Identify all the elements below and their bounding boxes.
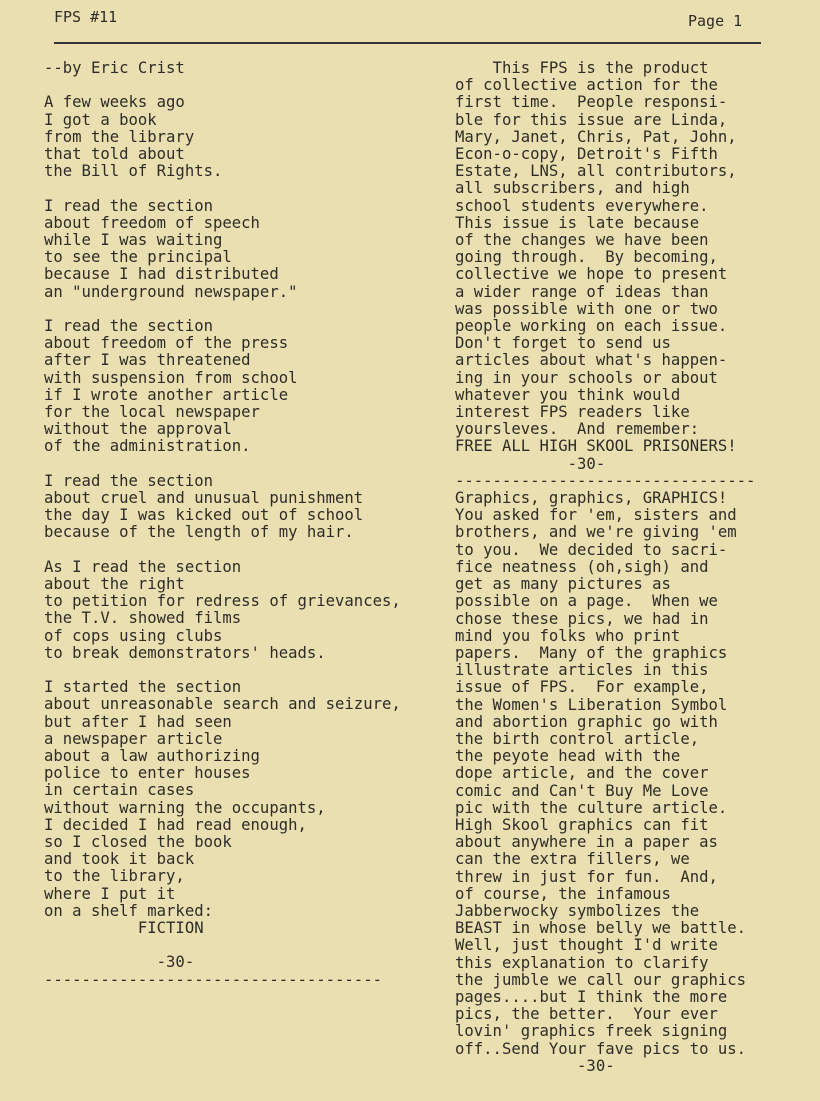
left-column-line: [44, 456, 401, 473]
left-column-line: to the library,: [44, 867, 185, 886]
right-column-line: comic and Can't Buy Me Love: [455, 781, 709, 800]
header-issue: FPS #11: [54, 8, 118, 26]
right-column-line: chose these pics, we had in: [455, 609, 709, 628]
right-column-line: ble for this issue are Linda,: [455, 110, 728, 129]
left-column-line: about unreasonable search and seizure,: [44, 695, 401, 714]
left-column-line: so I closed the book: [44, 833, 232, 852]
left-column-line: to break demonstrators' heads.: [44, 643, 326, 662]
right-column-line: Mary, Janet, Chris, Pat, John,: [455, 127, 737, 146]
right-column-line: yoursleves. And remember:: [455, 420, 700, 439]
right-column-line: the peyote head with the: [455, 747, 681, 766]
left-column-poem: [44, 60, 401, 989]
right-column-line: Don't forget to send us: [455, 334, 671, 353]
left-column-line: ------------------------------------: [44, 970, 382, 989]
left-column-line: the day I was kicked out of school: [44, 506, 364, 525]
right-column-line: people working on each issue.: [455, 317, 728, 336]
left-column-line: [44, 301, 401, 318]
left-column-line: police to enter houses: [44, 764, 251, 783]
left-column-line: the T.V. showed films: [44, 609, 242, 628]
right-column-line: can the extra fillers, we: [455, 850, 690, 869]
right-column-line: this explanation to clarify: [455, 953, 709, 972]
right-column-line: pages....but I think the more: [455, 987, 728, 1006]
left-column-line: an "underground newspaper.": [44, 282, 298, 301]
right-column-line: threw in just for fun. And,: [455, 867, 718, 886]
right-column-line: possible on a page. When we: [455, 592, 718, 611]
right-column-line: BEAST in whose belly we battle.: [455, 919, 747, 938]
right-column-line: dope article, and the cover: [455, 764, 709, 783]
left-column-line: [44, 180, 401, 197]
right-column-line: -30-: [455, 454, 606, 473]
right-column-line: Econ-o-copy, Detroit's Fifth: [455, 145, 718, 164]
right-column-line: mind you folks who print: [455, 626, 681, 645]
right-column-line: brothers, and we're giving 'em: [455, 523, 737, 542]
right-column-line: -30-: [455, 1056, 615, 1075]
left-column-line: because I had distributed: [44, 265, 279, 284]
right-column-line: You asked for 'em, sisters and: [455, 506, 737, 525]
left-column-line: to see the principal: [44, 248, 232, 267]
right-column-line: and abortion graphic go with: [455, 712, 718, 731]
left-column-line: about a law authorizing: [44, 747, 260, 766]
right-column-line: Graphics, graphics, GRAPHICS!: [455, 489, 728, 508]
right-column-line: of collective action for the: [455, 76, 718, 95]
left-column-line: with suspension from school: [44, 368, 298, 387]
left-column-line: [44, 662, 401, 679]
left-column-line: -30-: [44, 953, 195, 972]
left-column-line: I got a book: [44, 110, 157, 129]
right-column-line: going through. By becoming,: [455, 248, 718, 267]
left-column-line: of the administration.: [44, 437, 251, 456]
right-column-line: High Skool graphics can fit: [455, 815, 709, 834]
left-column-line: without the approval: [44, 420, 232, 439]
right-column-line: issue of FPS. For example,: [455, 678, 709, 697]
right-column-line: illustrate articles in this: [455, 661, 709, 680]
left-column-line: a newspaper article: [44, 729, 223, 748]
left-column-line: for the local newspaper: [44, 403, 260, 422]
right-column-line: to you. We decided to sacri-: [455, 540, 728, 559]
right-column-line: Well, just thought I'd write: [455, 936, 718, 955]
left-column-line: about freedom of the press: [44, 334, 289, 353]
left-column-line: [44, 77, 401, 94]
left-column-line: I decided I had read enough,: [44, 815, 307, 834]
right-column-line: a wider range of ideas than: [455, 282, 709, 301]
left-column-line: after I was threatened: [44, 351, 251, 370]
left-column-line: but after I had seen: [44, 712, 232, 731]
left-column-line: in certain cases: [44, 781, 195, 800]
left-column-line: --by Eric Crist: [44, 59, 185, 77]
right-column-line: collective we hope to present: [455, 265, 728, 284]
left-column-line: the Bill of Rights.: [44, 162, 223, 181]
right-column-line: Estate, LNS, all contributors,: [455, 162, 737, 181]
right-column-line: lovin' graphics freek signing: [455, 1022, 728, 1041]
right-column-line: about anywhere in a paper as: [455, 833, 718, 852]
left-column-line: FICTION: [44, 919, 204, 938]
right-column-line: whatever you think would: [455, 385, 681, 404]
right-column-line: interest FPS readers like: [455, 403, 690, 422]
left-column-line: [44, 937, 401, 954]
left-column-line: to petition for redress of grievances,: [44, 592, 401, 611]
right-column-line: ing in your schools or about: [455, 368, 718, 387]
right-column-line: --------------------------------: [455, 471, 756, 490]
right-column-line: of course, the infamous: [455, 884, 671, 903]
right-column-line: Jabberwocky symbolizes the: [455, 901, 700, 920]
left-column-line: about cruel and unusual punishment: [44, 489, 364, 508]
left-column-line: about the right: [44, 575, 185, 594]
left-column-line: on a shelf marked:: [44, 901, 213, 920]
left-column-line: I started the section: [44, 678, 242, 697]
right-column-line: get as many pictures as: [455, 575, 671, 594]
right-column-line: pic with the culture article.: [455, 798, 728, 817]
left-column-line: I read the section: [44, 317, 213, 335]
left-column-line: where I put it: [44, 884, 176, 903]
right-column-line: articles about what's happen-: [455, 351, 728, 370]
left-column-line: As I read the section: [44, 557, 242, 576]
right-column-line: the Women's Liberation Symbol: [455, 695, 728, 714]
right-column-line: papers. Many of the graphics: [455, 643, 728, 662]
right-column-editorial: [455, 60, 755, 1075]
right-column-line: FREE ALL HIGH SKOOL PRISONERS!: [455, 437, 737, 456]
left-column-line: I read the section: [44, 196, 213, 215]
left-column-line: from the library: [44, 127, 195, 146]
left-column-line: [44, 542, 401, 559]
left-column-line: about freedom of speech: [44, 213, 260, 232]
right-column-line: the jumble we call our graphics: [455, 970, 747, 989]
right-column-line: all subscribers, and high: [455, 179, 690, 198]
left-column-line: I read the section: [44, 471, 213, 490]
right-column-line: first time. People responsi-: [455, 93, 728, 112]
right-column-line: This FPS is the product: [455, 59, 709, 77]
right-column-line: was possible with one or two: [455, 299, 718, 318]
right-column-line: school students everywhere.: [455, 196, 709, 215]
left-column-line: that told about: [44, 145, 185, 163]
left-column-line: because of the length of my hair.: [44, 523, 354, 542]
left-column-line: and took it back: [44, 850, 195, 869]
right-column-line: fice neatness (oh,sigh) and: [455, 557, 709, 576]
right-column-line: of the changes we have been: [455, 231, 709, 250]
left-column-line: of cops using clubs: [44, 626, 223, 645]
right-column-line: pics, the better. Your ever: [455, 1005, 718, 1024]
right-column-line: This issue is late because: [455, 213, 700, 232]
left-column-line: if I wrote another article: [44, 385, 289, 404]
right-column-line: the birth control article,: [455, 729, 700, 748]
right-column-line: off..Send Your fave pics to us.: [455, 1039, 747, 1058]
left-column-line: without warning the occupants,: [44, 798, 326, 817]
left-column-line: A few weeks ago: [44, 93, 185, 112]
left-column-line: while I was waiting: [44, 231, 223, 249]
header-rule: [54, 42, 761, 44]
header-page-number: Page 1: [688, 12, 743, 30]
